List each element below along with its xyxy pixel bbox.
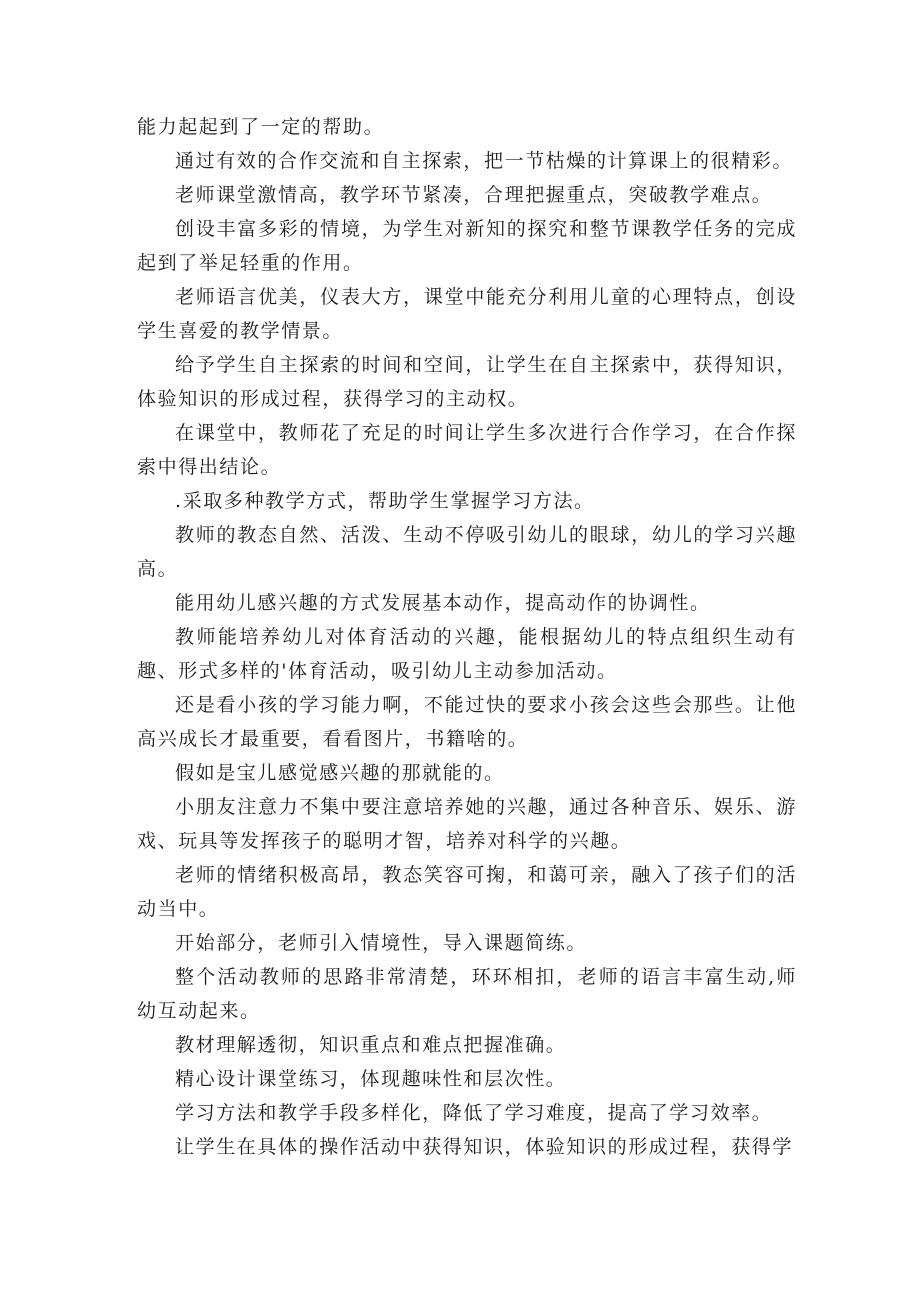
paragraph: 开始部分，老师引入情境性，导入课题简练。 xyxy=(175,932,588,954)
paragraph: 整个活动教师的思路非常清楚，环环相扣，老师的语言丰富生动,师幼互动起来。 xyxy=(137,966,797,1022)
paragraph: 给予学生自主探索的时间和空间，让学生在自主探索中，获得知识，体验知识的形成过程，获得学习的主动权。 xyxy=(137,354,797,410)
paragraph: 还是看小孩的学习能力啊，不能过快的要求小孩会这些会那些。让他高兴成长才最重要，看看图片，书籍啥的。 xyxy=(137,694,797,750)
paragraph: 小朋友注意力不集中要注意培养她的兴趣，通过各种音乐、娱乐、游戏、玩具等发挥孩子的聪明才智，培养对科学的兴趣。 xyxy=(137,796,797,852)
paragraph: 教师的教态自然、活泼、生动不停吸引幼儿的眼球，幼儿的学习兴趣高。 xyxy=(137,524,797,580)
paragraph: 让学生在具体的操作活动中获得知识，体验知识的形成过程，获得学 xyxy=(175,1136,794,1158)
paragraph: 通过有效的合作交流和自主探索，把一节枯燥的计算课上的很精彩。 xyxy=(175,150,794,172)
paragraph: 在课堂中，教师花了充足的时间让学生多次进行合作学习，在合作探索中得出结论。 xyxy=(137,422,797,478)
paragraph: 老师的情绪积极高昂，教态笑容可掬，和蔼可亲，融入了孩子们的活动当中。 xyxy=(137,864,797,920)
paragraph: 假如是宝儿感觉感兴趣的那就能的。 xyxy=(175,762,505,784)
paragraph: 学习方法和教学手段多样化，降低了学习难度，提高了学习效率。 xyxy=(175,1102,773,1124)
paragraph: 精心设计课堂练习，体现趣味性和层次性。 xyxy=(175,1068,567,1090)
paragraph: 能力起起到了一定的帮助。 xyxy=(137,116,385,138)
paragraph: 教材理解透彻，知识重点和难点把握准确。 xyxy=(175,1034,567,1056)
paragraph: 创设丰富多彩的情境，为学生对新知的探究和整节课教学任务的完成起到了举足轻重的作用。 xyxy=(137,218,797,274)
paragraph: 能用幼儿感兴趣的方式发展基本动作，提高动作的协调性。 xyxy=(175,592,711,614)
paragraph: 老师语言优美，仪表大方，课堂中能充分利用儿童的心理特点，创设学生喜爱的教学情景。 xyxy=(137,286,797,342)
paragraph: .采取多种教学方式，帮助学生掌握学习方法。 xyxy=(175,490,595,512)
document-body xyxy=(137,110,797,1164)
paragraph: 老师课堂激情高，教学环节紧凑，合理把握重点，突破教学难点。 xyxy=(175,184,773,206)
paragraph: 教师能培养幼儿对体育活动的兴趣，能根据幼儿的特点组织生动有趣、形式多样的'体育活动，吸引幼儿主动参加活动。 xyxy=(137,626,797,682)
